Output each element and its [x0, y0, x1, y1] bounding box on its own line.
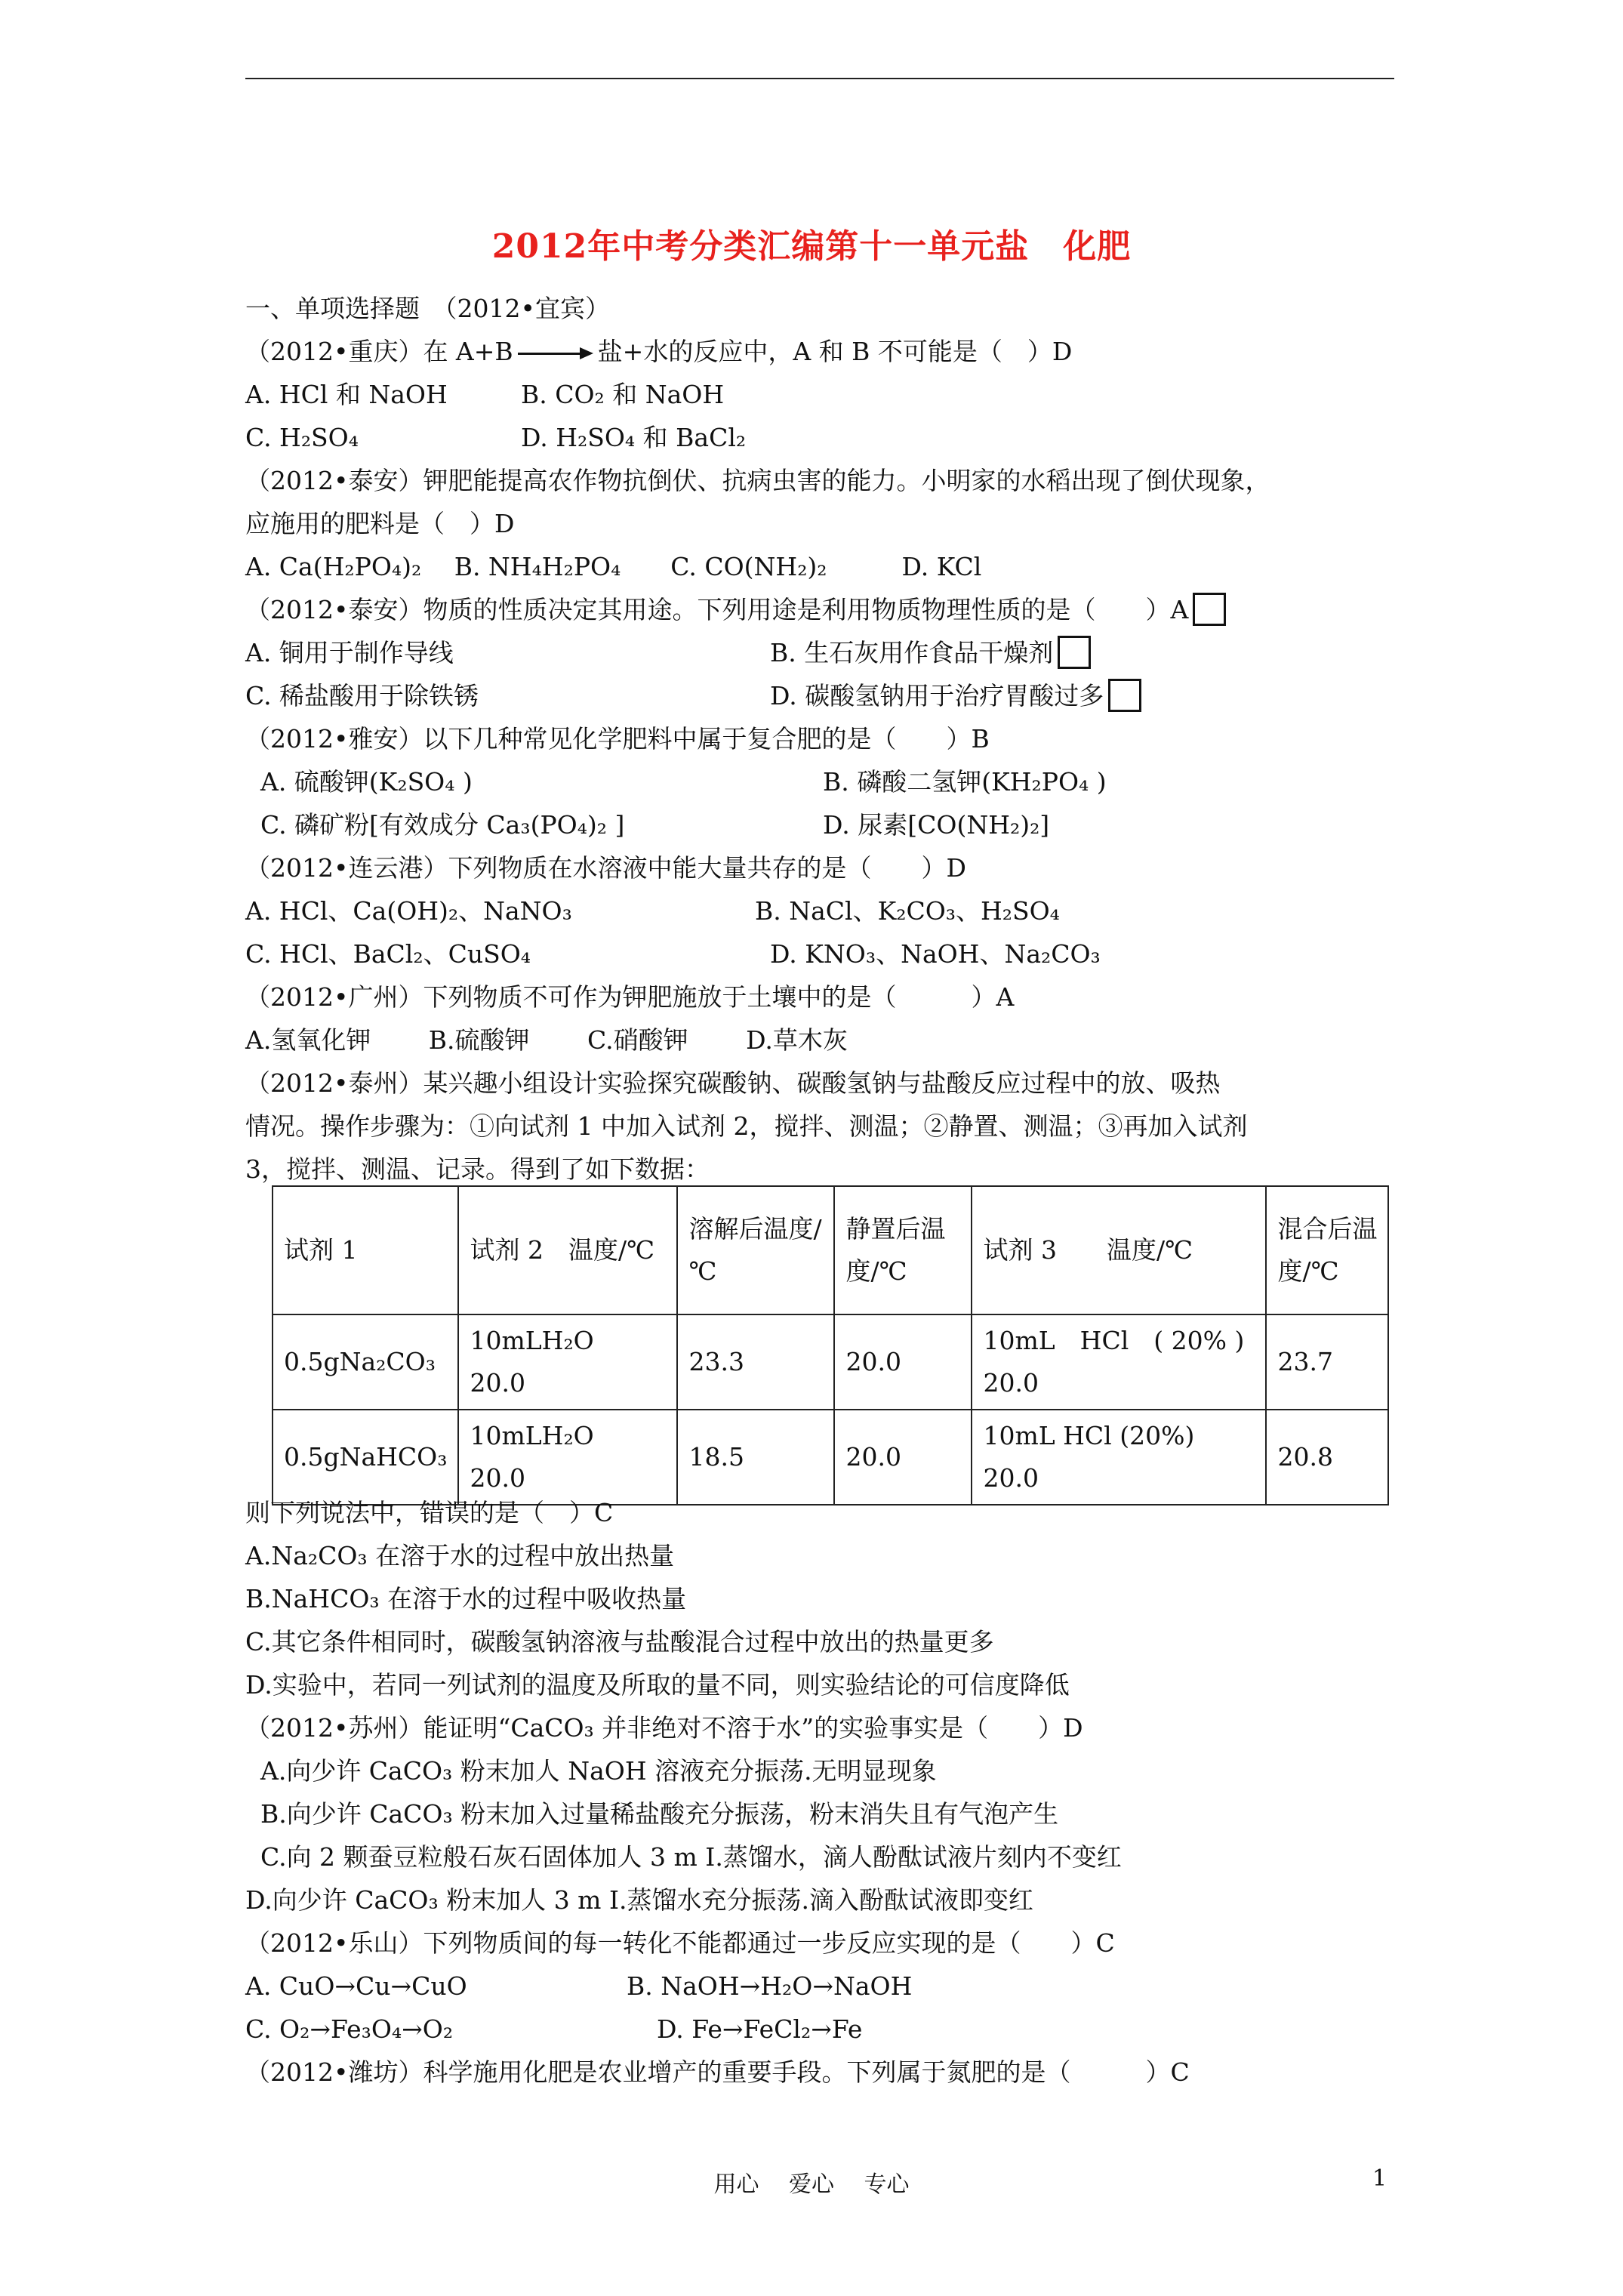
table-header-cell: 试剂 3 温度/℃ — [972, 1186, 1266, 1314]
q4-options-row2 — [245, 803, 1397, 846]
q4-stem: （2012•雅安）以下几种常见化学肥料中属于复合肥的是（ ）B — [245, 724, 990, 754]
q9-options-row2 — [245, 2008, 1397, 2051]
q8-stem: （2012•苏州）能证明“CaCO₃ 并非绝对不溶于水”的实验事实是（ ）D — [245, 1713, 1083, 1743]
q7-option-b: B.NaHCO₃ 在溶于水的过程中吸收热量 — [245, 1584, 687, 1613]
q8-option-c: C.向 2 颗蚕豆粒般石灰石固体加人 3 m I.蒸馏水，滴人酚酞试液片刻内不变红 — [260, 1842, 1122, 1872]
q1-option-a: A. HCl 和 NaOH — [245, 380, 448, 409]
experiment-data-table — [272, 1185, 1389, 1505]
table-header-cell: 试剂 1 — [273, 1186, 458, 1314]
q1-stem — [245, 330, 1397, 373]
table-header-row — [273, 1186, 1388, 1314]
q9-option-b: B. NaOH→H₂O→NaOH — [627, 1971, 913, 2001]
table-cell: 10mLH₂O 20.0 — [458, 1314, 677, 1410]
q7-stem-line2: 情况。操作步骤为：①向试剂 1 中加入试剂 2，搅拌、测温；②静置、测温；③再加入试剂 — [245, 1111, 1248, 1141]
answer-box — [1193, 593, 1226, 626]
q5-options-row2 — [245, 932, 1397, 975]
table-header-cell: 试剂 2 温度/℃ — [458, 1186, 677, 1314]
q4-options-row1 — [245, 760, 1397, 803]
q9-options-row1 — [245, 1965, 1397, 2008]
q7-option-d: D.实验中，若同一列试剂的温度及所取的量不同，则实验结论的可信度降低 — [245, 1670, 1070, 1700]
q3-stem-text: （2012•泰安）物质的性质决定其用途。下列用途是利用物质物理性质的是（ ）A — [245, 595, 1189, 624]
q7-ask: 则下列说法中，错误的是（ ）C — [245, 1498, 614, 1527]
table-cell: 23.7 — [1266, 1314, 1388, 1410]
q1-option-b: B. CO₂ 和 NaOH — [521, 380, 725, 409]
q2-options: A. Ca(H₂PO₄)₂ B. NH₄H₂PO₄ C. CO(NH₂)₂ D. KCl — [245, 552, 982, 581]
header-rule — [245, 78, 1394, 79]
table-header-cell: 静置后温度/℃ — [834, 1186, 972, 1314]
page-number: 1 — [1372, 2165, 1387, 2192]
table-cell: 0.5gNaHCO₃ — [273, 1410, 458, 1505]
q7-option-c: C.其它条件相同时，碳酸氢钠溶液与盐酸混合过程中放出的热量更多 — [245, 1627, 994, 1657]
q3-option-d-text: D. 碳酸氢钠用于治疗胃酸过多 — [770, 681, 1104, 710]
table-cell: 20.0 — [834, 1314, 972, 1410]
table-cell: 20.8 — [1266, 1410, 1388, 1505]
q3-option-b — [770, 631, 1091, 674]
q1-stem-part2: 盐+水的反应中，A 和 B 不可能是（ ）D — [597, 337, 1073, 366]
q9-option-d: D. Fe→FeCl₂→Fe — [657, 2014, 863, 2044]
table-cell: 20.0 — [834, 1410, 972, 1505]
table-header-cell: 溶解后温度/℃ — [677, 1186, 834, 1314]
table-row — [273, 1314, 1388, 1410]
q8-option-d: D.向少许 CaCO₃ 粉末加人 3 m I.蒸馏水充分振荡.滴入酚酞试液即变红 — [245, 1885, 1033, 1915]
q3-stem — [245, 588, 1397, 631]
q4-option-d: D. 尿素[CO(NH₂)₂] — [823, 810, 1050, 840]
q9-option-c: C. O₂→Fe₃O₄→O₂ — [245, 2014, 454, 2044]
q9-option-a: A. CuO→Cu→CuO — [245, 1971, 467, 2001]
q2-stem-line1: （2012•泰安）钾肥能提高农作物抗倒伏、抗病虫害的能力。小明家的水稻出现了倒伏现象， — [245, 466, 1270, 495]
q4-option-b: B. 磷酸二氢钾(KH₂PO₄ ) — [823, 767, 1107, 797]
q1-options-row1 — [245, 373, 1397, 416]
q4-option-c: C. 磷矿粉[有效成分 Ca₃(PO₄)₂ ] — [260, 810, 625, 840]
q7-option-a: A.Na₂CO₃ 在溶于水的过程中放出热量 — [245, 1541, 675, 1570]
page-title: 2012年中考分类汇编第十一单元盐 化肥 — [491, 227, 1132, 266]
q5-option-d: D. KNO₃、NaOH、Na₂CO₃ — [770, 939, 1101, 969]
q3-option-c: C. 稀盐酸用于除铁锈 — [245, 681, 479, 710]
q5-option-a: A. HCl、Ca(OH)₂、NaNO₃ — [245, 896, 572, 926]
q6-stem: （2012•广州）下列物质不可作为钾肥施放于土壤中的是（ ）A — [245, 982, 1015, 1012]
q1-stem-part1: （2012•重庆）在 A+B — [245, 337, 513, 366]
q5-options-row1 — [245, 889, 1397, 932]
q9-stem: （2012•乐山）下列物质间的每一转化不能都通过一步反应实现的是（ ）C — [245, 1928, 1115, 1958]
table-cell: 18.5 — [677, 1410, 834, 1505]
q10-stem: （2012•潍坊）科学施用化肥是农业增产的重要手段。下列属于氮肥的是（ ）C — [245, 2057, 1190, 2087]
q5-option-b: B. NaCl、K₂CO₃、H₂SO₄ — [755, 896, 1060, 926]
answer-box — [1058, 636, 1091, 669]
q6-options: A.氢氧化钾 B.硫酸钾 C.硝酸钾 D.草木灰 — [245, 1025, 848, 1055]
q3-option-a: A. 铜用于制作导线 — [245, 638, 454, 667]
q8-option-b: B.向少许 CaCO₃ 粉末加入过量稀盐酸充分振荡，粉末消失且有气泡产生 — [260, 1799, 1059, 1829]
q3-options-row2 — [245, 674, 1397, 717]
q7-stem-line1: （2012•泰州）某兴趣小组设计实验探究碳酸钠、碳酸氢钠与盐酸反应过程中的放、吸热 — [245, 1068, 1221, 1098]
table-cell: 10mL HCl (20%) 20.0 — [972, 1410, 1266, 1505]
answer-box — [1108, 679, 1141, 712]
q5-stem: （2012•连云港）下列物质在水溶液中能大量共存的是（ ）D — [245, 853, 966, 883]
document-body-continued — [245, 1491, 1397, 2094]
q4-option-a: A. 硫酸钾(K₂SO₄ ) — [260, 767, 473, 797]
q1-option-d: D. H₂SO₄ 和 BaCl₂ — [521, 423, 747, 452]
table-header-cell: 混合后温度/℃ — [1266, 1186, 1388, 1314]
page-footer: 用心 爱心 专心 — [713, 2171, 910, 2198]
q7-stem-line3: 3，搅拌、测温、记录。得到了如下数据： — [245, 1154, 710, 1184]
table-cell: 23.3 — [677, 1314, 834, 1410]
reaction-arrow-icon — [518, 349, 593, 358]
q5-option-c: C. HCl、BaCl₂、CuSO₄ — [245, 939, 531, 969]
q1-options-row2 — [245, 416, 1397, 459]
q2-stem-line2: 应施用的肥料是（ ）D — [245, 509, 515, 538]
document-body — [245, 287, 1397, 1191]
q3-option-b-text: B. 生石灰用作食品干燥剂 — [770, 638, 1054, 667]
q8-option-a: A.向少许 CaCO₃ 粉末加人 NaOH 溶液充分振荡.无明显现象 — [260, 1756, 937, 1786]
table-cell: 10mL HCl ( 20% ) 20.0 — [972, 1314, 1266, 1410]
table-cell: 0.5gNa₂CO₃ — [273, 1314, 458, 1410]
q1-option-c: C. H₂SO₄ — [245, 423, 359, 452]
q3-option-d — [770, 674, 1141, 717]
table-cell: 10mLH₂O 20.0 — [458, 1410, 677, 1505]
section-heading: 一、单项选择题 （2012•宜宾） — [245, 294, 610, 323]
q3-options-row1 — [245, 631, 1397, 674]
